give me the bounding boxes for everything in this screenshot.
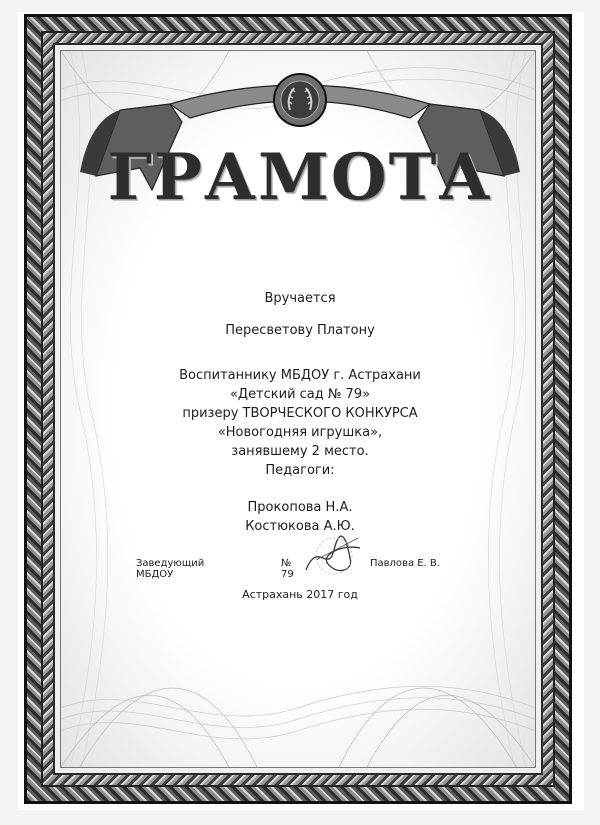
recipient-name: Пересветову Платону <box>225 323 375 338</box>
title-group <box>0 0 600 240</box>
head-title: Заведующий МБДОУ <box>136 558 205 580</box>
certificate-title: ГРАМОТА <box>107 140 493 215</box>
kindergarten-number: № 79 <box>281 558 294 580</box>
head-name: Павлова Е. В. <box>370 558 440 569</box>
teachers-label: Педагоги: <box>265 463 335 478</box>
laurel-emblem-icon <box>270 70 330 130</box>
description-line: Воспитаннику МБДОУ г. Астрахани <box>179 368 421 383</box>
description-line: «Детский сад № 79» <box>229 387 371 402</box>
description-line: призеру ТВОРЧЕСКОГО КОНКУРСА <box>182 406 418 421</box>
signature-row <box>0 558 600 578</box>
footer-place-year: Астрахань 2017 год <box>242 588 358 601</box>
teacher-name: Костюкова А.Ю. <box>245 519 355 534</box>
awarded-label: Вручается <box>264 291 336 306</box>
award-description <box>0 366 600 480</box>
description-line: занявшему 2 место. <box>231 444 369 459</box>
description-line: «Новогодняя игрушка», <box>217 425 383 440</box>
teacher-name: Прокопова Н.А. <box>247 500 353 515</box>
